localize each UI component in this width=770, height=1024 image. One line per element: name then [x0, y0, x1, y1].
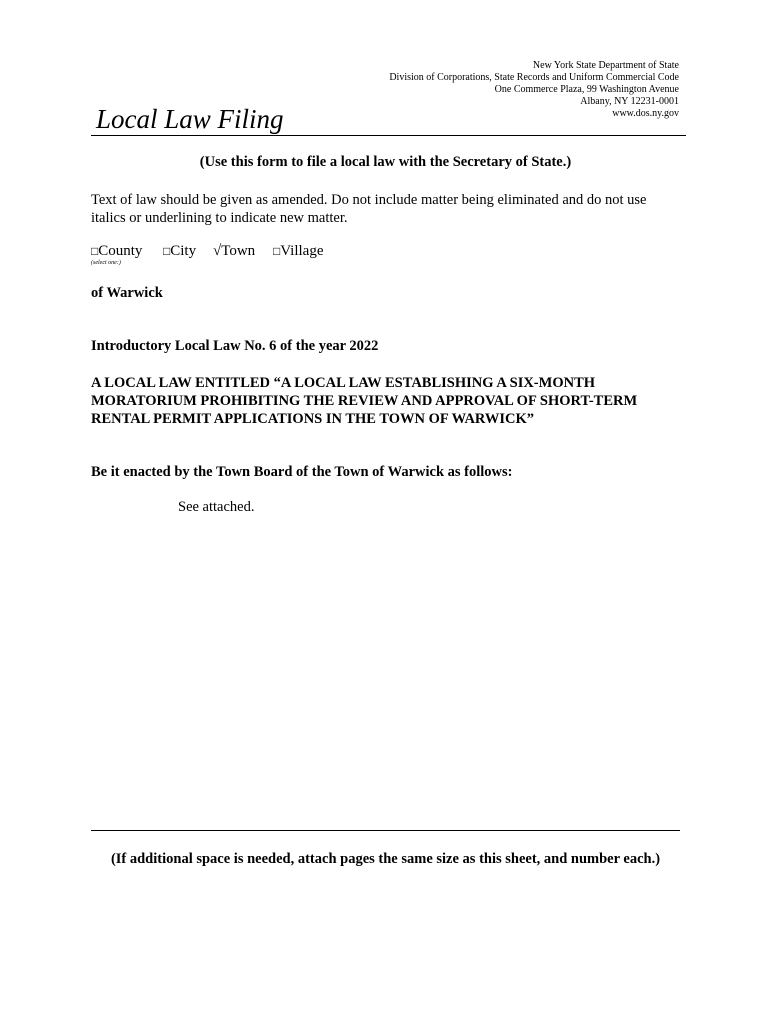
agency-name: New York State Department of State [532, 60, 679, 71]
enacting-clause: Be it enacted by the Town Board of the Town of Warwick as follows: [91, 464, 513, 480]
usage-note: (Use this form to file a local law with the Secretary of State.) [199, 154, 572, 170]
instructions-line-1: Text of law should be given as amended. Do not include matter being eliminated and do not use [91, 192, 647, 208]
footer-divider [91, 830, 680, 831]
law-title [91, 374, 691, 428]
option-city-label: City [170, 243, 197, 259]
option-county[interactable] [91, 243, 142, 260]
checkbox-city-icon: □ [163, 244, 171, 258]
checkbox-village-icon: □ [273, 244, 281, 258]
option-county-label: County [98, 243, 143, 259]
agency-division: Division of Corporations, State Records and Uniform Commercial Code [389, 72, 679, 83]
law-title-line-1: A LOCAL LAW ENTITLED “A LOCAL LAW ESTABLISHING A SIX-MONTH [91, 375, 596, 391]
option-village-label: Village [280, 243, 324, 259]
option-town[interactable] [213, 243, 255, 260]
instructions-line-2: italics or underlining to indicate new matter. [91, 210, 348, 226]
title-divider [91, 135, 686, 136]
law-title-line-2: MORATORIUM PROHIBITING THE REVIEW AND APPROVAL OF SHORT-TERM [91, 393, 638, 409]
law-title-line-3: RENTAL PERMIT APPLICATIONS IN THE TOWN OF WARWICK” [91, 411, 535, 427]
agency-street: One Commerce Plaza, 99 Washington Avenue [494, 84, 679, 95]
additional-space-note: (If additional space is needed, attach pages the same size as this sheet, and number each.) [110, 851, 661, 867]
instructions [91, 191, 686, 227]
law-body-text: See attached. [178, 499, 255, 515]
municipality-type-selector [91, 243, 391, 273]
option-town-label: Town [221, 243, 256, 259]
option-village[interactable] [273, 243, 324, 260]
checkbox-county-icon: □ [91, 244, 99, 258]
form-title: Local Law Filing [96, 104, 284, 134]
option-city[interactable] [163, 243, 196, 260]
select-one-hint: (select one:) [91, 260, 121, 266]
introductory-law-number: Introductory Local Law No. 6 of the year 2022 [91, 338, 379, 354]
agency-website: www.dos.ny.gov [612, 108, 679, 119]
municipality-name: of Warwick [91, 285, 163, 301]
agency-address-block [389, 60, 679, 120]
agency-city: Albany, NY 12231-0001 [580, 96, 679, 107]
checkmark-town-icon: √ [213, 243, 222, 259]
